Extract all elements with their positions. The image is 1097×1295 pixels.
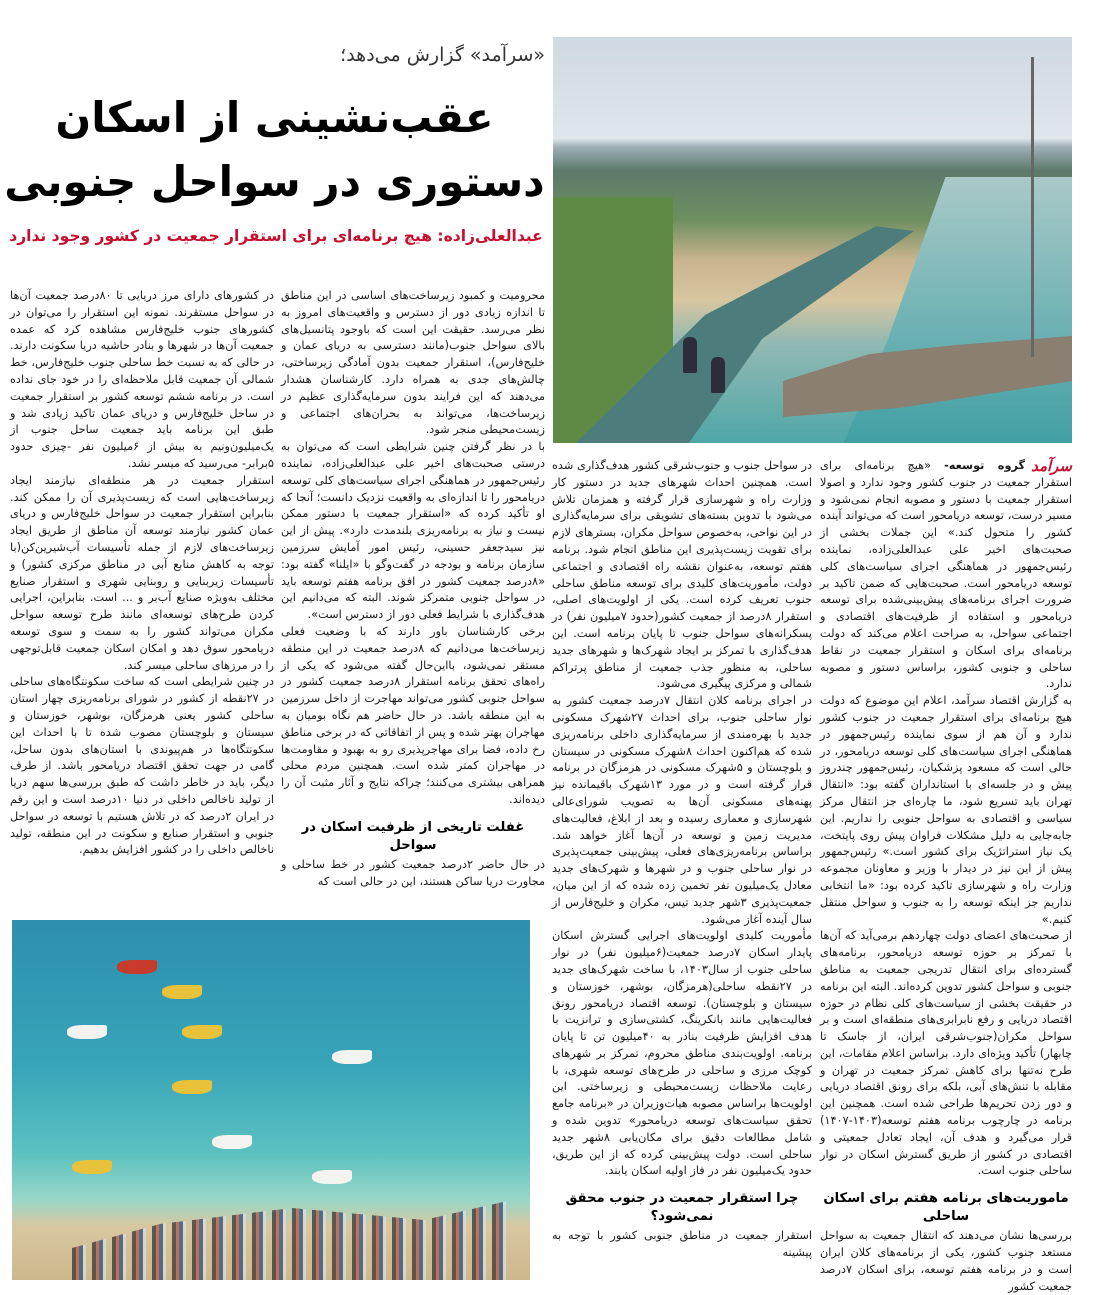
- paragraph: محرومیت و کمبود زیرساخت‌های اساسی در این مناطق تا اندازه زیادی دور از دسترس و واقعیت‌های امروز به نظر می‌رسد. حقیقت این است که باوجود پتانسیل‌های بالای سواحل جنوب(مانند دسترسی به دریای عمان و خلیج‌فارس)، استقرار جمعیت بدون آمادگی زیرساختی، چالش‌های جدی به همراه دارد. کارشناسان هشدار می‌دهند که این فرایند بدون سرمایه‌گذاری عظیم در زیرساخت‌ها، می‌تواند به بحران‌های اجتماعی و زیست‌محیطی منجر شود.: [281, 289, 545, 437]
- column-center-right: [552, 458, 812, 1262]
- column-center-left: [281, 288, 545, 890]
- paragraph: به گزارش اقتصاد سرآمد، اعلام این موضوع که دولت هیچ برنامه‌ای برای استقرار جمعیت در جنوب کشور ندارد و آن هم از سوی نماینده رئیس‌جمهور در هماهنگی اجرای سیاست‌های کلی توسعه دریامحور، در حالی است که مسعود پزشکیان، رئیس‌جمهور چندروز پیش و در جلسه‌ای با استانداران گفته بود: «انتقال تهران باید تسریع شود، ما چاره‌ای جز انتقال مرکز سیاسی و اقتصادی به سواحل جنوبی را نداریم. این جابه‌جایی به دلیل مشکلات فراوان پیش روی پایتخت، یک نیاز استراتژیک برای کشور است.» رئیس‌جمهور پیش از این نیز در دیدار با وزیر و معاونان مجموعه وزارت راه و شهرسازی تاکید کرده بود: «ما انتخابی نداریم جز اینکه توسعه را به جنوب و سواحل منتقل کنیم.»: [820, 694, 1072, 926]
- boat: [72, 1160, 112, 1174]
- subheadline: عبدالعلی‌زاده: هیچ برنامه‌ای برای استقرار جمعیت در کشور وجود ندارد: [9, 227, 543, 245]
- boat: [67, 1025, 107, 1039]
- byline: گروه توسعه-: [944, 459, 1026, 472]
- column-left: [10, 288, 274, 859]
- headline: [2, 86, 547, 214]
- cyclist: [683, 337, 697, 373]
- kicker: «سرآمد» گزارش می‌دهد؛: [340, 44, 545, 66]
- paragraph: برخی کارشناسان باور دارند که با وضعیت فعلی زیرساخت‌ها می‌دانیم که ۸درصد جمعیت در این منطقه مستقر نمی‌شود، بااین‌حال گفته می‌شود که یکی از راه‌های تحقق برنامه استقرار ۸درصد جمعیت کشور در سواحل جنوبی کشور می‌تواند مهاجرت از داخل سرزمین به این منطقه باشد. در حال حاضر هم نگاه بومیان به مهاجران بهتر شده و پس از اتفاقاتی که در برخی مناطق رخ داده، فضا برای مهاجرپذیری رو به بهبود و مقاومت‌ها در مهاجران کمتر شده است. همچنین مردم محلی همراهی بیشتری می‌کنند؛ چراکه نتایج و آثار مثبت آن را دیده‌اند.: [281, 624, 545, 806]
- section-heading: ماموریت‌های برنامه هفتم برای اسکان ساحلی: [823, 1191, 1069, 1225]
- boat: [117, 960, 157, 974]
- coastal-bike-path-photo: [553, 37, 1072, 443]
- lead-paragraph: [820, 458, 1072, 693]
- paragraph: با در نظر گرفتن چنین شرایطی است که می‌توان به درستی صحبت‌های اخیر علی عبدالعلی‌زاده، نماینده رئیس‌جمهور در هماهنگی اجرای سیاست‌های کلی توسعه دریامحور را تا اندازه‌ای به واقعیت نزدیک دانست؛ آنجا که او تأکید کرده که «استقرار جمعیت با دستور ممکن نیست و نیاز به برنامه‌ریزی بلندمدت دارد». پیش از این نیز سیدجعفر حسینی، رئیس امور آمایش سرزمین سازمان برنامه و بودجه در گفت‌وگو با «ایلنا» گفته بود: «۸درصد جمعیت کشور در افق برنامه هفتم توسعه باید در سواحل جنوبی متمرکز شوند. البته که می‌دانیم این هدف‌گذاری با شرایط فعلی دور از دسترس است».: [281, 440, 545, 622]
- headline-line-1: عقب‌نشینی از اسکان: [55, 93, 494, 142]
- paragraph: از صحبت‌های اعضای دولت چهاردهم برمی‌آید که آن‌ها با تمرکز بر حوزه توسعه دریامحور، برنامه‌های گسترده‌ای برای انتقال تدریجی جمعیت به مناطق جنوبی و سواحل کشور تدوین کرده‌اند. البته این برنامه در حقیقت بخشی از سیاست‌های کلی نظام در حوزه اقتصاد دریایی و رفع نابرابری‌های منطقه‌ای است و بر سواحل مکران(جنوب‌شرقی ایران، از جاسک تا چابهار) تأکید ویژه‌ای دارد. براساس اعلام مقامات، این طرح نه‌تنها برای کاهش تمرکز جمعیت در تهران و مقابله با تنش‌های آبی، بلکه برای رونق اقتصاد دریایی و دور زدن تحریم‌ها طراحی شده است. همچنین این برنامه در چارچوب برنامه هفتم توسعه(۱۴۰۳-۱۴۰۷) قرار می‌گیرد و هدف آن، ایجاد تعادل جمعیتی و اقتصادی در کشور از طریق گسترش اسکان در نوار ساحلی جنوب است.: [820, 929, 1072, 1178]
- column-right: [820, 458, 1072, 1295]
- paragraph: در حال حاضر ۲درصد جمعیت کشور در خط ساحلی و مجاورت دریا ساکن هستند، این در حالی است که: [281, 857, 545, 888]
- boat: [162, 985, 202, 999]
- boat: [212, 1135, 252, 1149]
- headline-line-2: دستوری در سواحل جنوبی: [4, 157, 545, 206]
- paragraph: استقرار جمعیت در هر منطقه‌ای نیازمند ایجاد زیرساخت‌هایی است که زیست‌پذیری آن را ممکن کند. بنابراین استقرار جمعیت در سواحل خلیج‌فارس و دریای عمان کشور نیازمند توسعه آن مناطق از طریق ایجاد زیرساخت‌های لازم از جمله تأسیسات آب‌شیرین‌کن(با توجه به کاهش منابع آبی در مناطق مرکزی کشور) و تأسیسات زیربنایی و روبنایی شهری و استقرار صنایع مختلف به‌ویژه صنایع آب‌بر و ... است. بنابراین، اجرایی کردن طرح‌های توسعه‌ای مانند طرح توسعه سواحل مکران می‌تواند کشور را به سمت و سوی توسعه دریامحور سوق دهد و امکان اسکان جمعیت قابل‌توجهی را در مرزهای ساحلی میسر کند.: [10, 473, 274, 672]
- paragraph: استقرار جمعیت در مناطق جنوبی کشور با توجه به پیشینه: [552, 1229, 812, 1260]
- crowd: [72, 1200, 512, 1280]
- paragraph: بررسی‌ها نشان می‌دهند که انتقال جمعیت به سواحل مستعد جنوب کشور، یکی از برنامه‌های کلان ایران است و در برنامه هفتم توسعه، برای اسکان ۷درصد جمعیت کشور: [820, 1229, 1072, 1293]
- publication-logo: سرآمد: [1031, 457, 1072, 475]
- boat: [332, 1050, 372, 1064]
- section-heading: غفلت تاریخی از ظرفیت اسکان در سواحل: [301, 819, 525, 853]
- section-heading: چرا استقرار جمعیت در جنوب محقق نمی‌شود؟: [565, 1191, 799, 1225]
- paragraph: در سواحل جنوب و جنوب‌شرقی کشور هدف‌گذاری شده است. همچنین احداث شهرهای جدید در دستور کار وزارت راه و شهرسازی قرار گرفته و همزمان تلاش می‌شود با تدوین بسته‌های تشویقی برای سرمایه‌گذاری در این نواحی، به‌خصوص سواحل مکران، بسترهای لازم برای تقویت زیست‌پذیری این مناطق انجام شود. برنامه هفتم توسعه، به‌عنوان نقشه راه اقتصادی و اجتماعی دولت، مأموریت‌های کلیدی برای توسعه مناطق ساحلی جنوب تعریف کرده است. یکی از اولویت‌های اصلی، استقرار ۸درصد از جمعیت کشور(حدود ۷میلیون نفر) در پسکرانه‌های سواحل جنوب تا پایان برنامه است. این هدف‌گذاری با تمرکز بر ایجاد شهرک‌ها و شهرهای جدید ساحلی، به منظور جذب جمعیت از مناطق پرتراکم شمالی و مرکزی پیگیری می‌شود.: [552, 459, 812, 691]
- paragraph: در چنین شرایطی است که ساخت سکونتگاه‌های ساحلی در ۲۷نقطه از کشور در شورای برنامه‌ریزی چهار استان ساحلی کشور یعنی هرمزگان، بوشهر، خوزستان و سیستان و بلوچستان مصوب شده تا با احداث این سکونتگاه‌ها در هم‌پیوندی با استان‌های بدون ساحل، گامی در جهت تحقق اقتصاد دریامحور باشد. از طرف دیگر، باید در خاطر داشت که طبق بررسی‌ها سهم دریا از تولید ناخالص داخلی در دنیا ۱۰درصد است و این رقم در ایران ۲درصد که در تلاش هستیم با توسعه در سواحل جنوبی و استقرار صنایع و سکونت در این منطقه، تولید ناخالص داخلی را در کشور افزایش بدهیم.: [10, 675, 274, 857]
- boat: [172, 1080, 212, 1094]
- paragraph: در کشورهای دارای مرز دریایی تا ۸۰درصد جمعیت آن‌ها در سواحل مستقرند. نمونه این استقرار را می‌توان در کشورهای جنوب خلیج‌فارس مشاهده کرد که عمده جمعیت آن‌ها در شهرها و بنادر حاشیه دریا سکونت دارند. در حالی که به نسبت خط ساحلی جنوب خلیج‌فارس، خط شمالی آن جمعیت قابل ملاحظه‌ای را در خود جای نداده است. در برنامه ششم توسعه کشور بر استقرار جمعیت در ساحل خلیج‌فارس و دریای عمان تاکید زیادی شد و طبق این برنامه باید جمعیت ساحل جنوب از یک‌میلیون‌ونیم به بیش از ۶میلیون نفر -چیزی حدود ۵برابر- می‌رسید که میسر نشد.: [10, 289, 274, 470]
- beach-boats-crowd-photo: [12, 920, 530, 1280]
- paragraph: در اجرای برنامه کلان انتقال ۷درصد جمعیت کشور به نوار ساحلی جنوب، برای احداث ۲۷شهرک مسکونی جدید با بهره‌مندی از سرمایه‌گذاری داخلی برنامه‌ریزی شده که هم‌اکنون احداث ۸شهرک مسکونی در سیستان و بلوچستان و ۵شهرک مسکونی در هرمزگان در برنامه قرار گرفته است و در مورد ۱۳شهرک باقیمانده نیز پهنه‌های مسکونی آن‌ها به تصویب شورای‌عالی شهرسازی و معماری رسیده و بعد از ابلاغ، فعالیت‌های مدیریت زمین و توسعه در آن‌ها آغاز خواهد شد. براساس برنامه‌ریزی‌های فعلی، پیش‌بینی جمعیت‌پذیری در نوار ساحلی جنوب و در شهرها و شهرک‌های جدید معادل یک‌میلیون نفر تخمین زده شده که از این میان، جمعیت‌پذیری ۳شهر جدید تیس، مکران و خلیج‌فارس از سال آینده آغاز می‌شود.: [552, 694, 812, 926]
- boat: [312, 1170, 352, 1184]
- lead-text: «هیچ برنامه‌ای برای استقرار جمعیت در جنوب کشور وجود ندارد و اصولا استقرار جمعیت با دستور و مصوبه انجام نمی‌شود و مسیر درست، توسعه دریامحور است که می‌تواند آینده کشور را متحول کند.» این جملات بخشی از صحبت‌های اخیر علی عبدالعلی‌زاده، نماینده رئیس‌جمهور در هماهنگی اجرای سیاست‌های کلی توسعه دریامحور است. صحبت‌هایی که ضمن تاکید بر ضرورت اجرای برنامه‌های پیش‌بینی‌شده برای توسعه دریامحور و استفاده از ظرفیت‌های اقتصادی و اجتماعی سواحل، به صراحت اعلام می‌کند که دولت برنامه‌ای برای اسکان و استقرار جمعیت در نقاط ساحلی و جنوبی کشور، براساس دستور و مصوبه ندارد.: [820, 459, 1072, 691]
- paragraph: مأموریت کلیدی اولویت‌های اجرایی گسترش اسکان پایدار اسکان ۷درصد جمعیت(۶میلیون نفر) در نوار ساحلی جنوب از سال۱۴۰۳، با ساخت شهرک‌های جدید در ۲۷نقطه ساحلی(هرمزگان، بوشهر، خوزستان و سیستان و بلوچستان). توسعه اقتصاد دریامحور رونق فعالیت‌هایی مانند بانکرینگ، کشتی‌سازی و ترانزیت با هدف افزایش ظرفیت بنادر به ۴۰میلیون تن تا پایان برنامه. اولویت‌بندی مناطق محروم، تمرکز بر شهرهای کوچک مرزی و ساحلی در طرح‌های توسعه شهری، با رعایت ملاحظات زیست‌محیطی و زیرساختی. این اولویت‌ها براساس مصوبه هیات‌وزیران در «برنامه جامع تحقق سیاست‌های توسعه دریامحور» تدوین شده و شامل مطالعات دقیق برای مکان‌یابی ۸شهر جدید ساحلی است. دولت پیش‌بینی کرده که از این طریق، حدود یک‌میلیون نفر در فاز اولیه اسکان یابند.: [552, 929, 813, 1178]
- boat: [182, 1025, 222, 1039]
- cyclist: [711, 357, 725, 393]
